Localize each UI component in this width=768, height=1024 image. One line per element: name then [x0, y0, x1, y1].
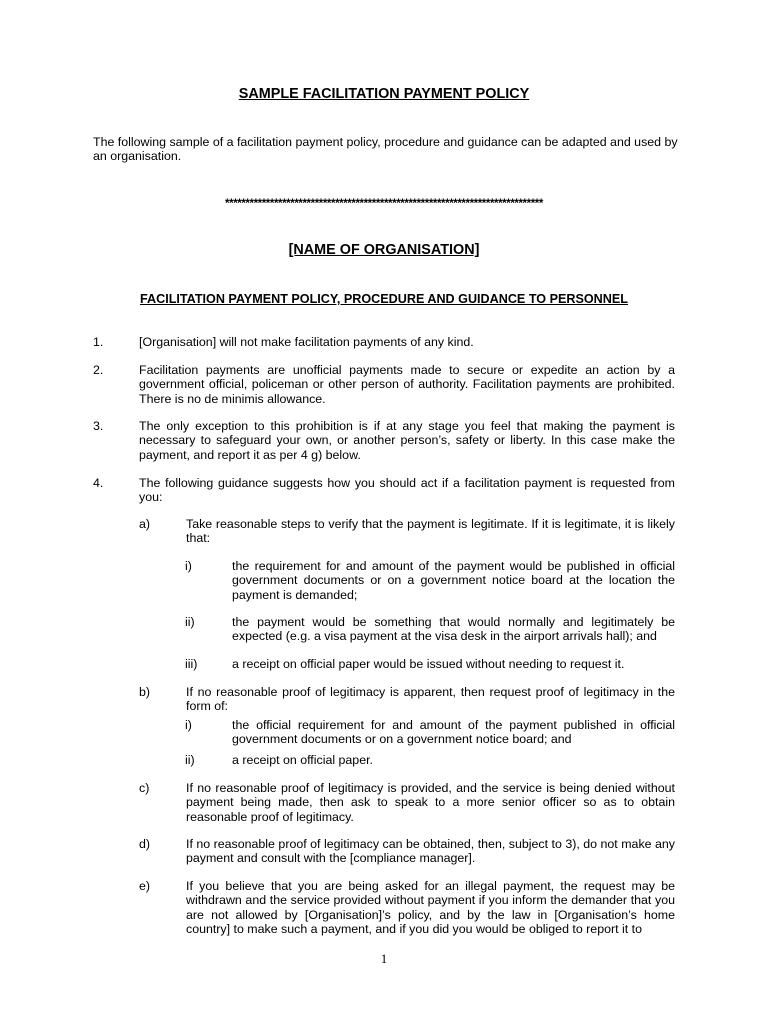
sub-sub-item-numeral: i) — [185, 718, 192, 732]
sub-item-letter: d) — [139, 837, 151, 851]
separator-line: ****************************************************************************** — [225, 198, 543, 210]
policy-subtitle: FACILITATION PAYMENT POLICY, PROCEDURE AND GUIDANCE TO PERSONNEL — [140, 292, 628, 306]
list-item-number: 4. — [93, 476, 104, 490]
sub-item-letter: c) — [139, 781, 150, 795]
page-number: 1 — [380, 951, 388, 966]
sub-sub-item-text: the requirement for and amount of the payment would be published in official government documents or on a government notice board at the location the payment is demanded; — [232, 559, 675, 602]
list-item-text: The following guidance suggests how you should act if a facilitation payment is requested from you: — [139, 476, 675, 505]
sub-sub-item-text: the payment would be something that would normally and legitimately be expected (e.g. a visa payment at the visa desk in the airport arrivals hall); and — [232, 615, 675, 644]
sub-sub-item-numeral: iii) — [185, 657, 198, 671]
sub-sub-item-text: the official requirement for and amount of the payment published in official government documents or on a government notice board; and — [232, 718, 675, 747]
sub-item-letter: e) — [139, 879, 151, 893]
sub-sub-item-text: a receipt on official paper. — [232, 753, 373, 767]
sub-item-letter: a) — [139, 517, 151, 531]
list-item-text: The only exception to this prohibition is if at any stage you feel that making the payment is necessary to safeguard your own, or another person’s, safety or liberty. In this case make the payment, and report it as per 4 g) below. — [139, 419, 675, 462]
sub-item-letter: b) — [139, 685, 151, 699]
sub-item-text: If you believe that you are being asked for an illegal payment, the request may be withdrawn and the service provided without payment if you inform the demander that you are not allowed by [Organisation]’s policy, and by the law in [Organisation’s home country] to make such a payment, and if you did you would be obliged to report it to — [186, 879, 675, 937]
sub-item-text: If no reasonable proof of legitimacy is apparent, then request proof of legitimacy in the form of: — [186, 685, 675, 714]
sub-item-text: Take reasonable steps to verify that the payment is legitimate. If it is legitimate, it is likely that: — [186, 517, 675, 546]
intro-paragraph: The following sample of a facilitation payment policy, procedure and guidance can be adapted and used by an organisation. — [93, 135, 678, 164]
list-item-text: [Organisation] will not make facilitation payments of any kind. — [139, 335, 474, 349]
document-title: SAMPLE FACILITATION PAYMENT POLICY — [238, 86, 530, 102]
list-item-number: 1. — [93, 335, 104, 349]
list-item-number: 2. — [93, 363, 104, 377]
sub-item-text: If no reasonable proof of legitimacy is provided, and the service is being denied without payment being made, then ask to speak to a more senior officer so as to obtain reasonable proof of legitimacy. — [186, 781, 675, 824]
organisation-name-heading: [NAME OF ORGANISATION] — [288, 242, 480, 258]
list-item-text: Facilitation payments are unofficial payments made to secure or expedite an action by a government official, policeman or other person of authority. Facilitation payments are prohibited. There is no de minimis allowance. — [139, 363, 675, 406]
sub-sub-item-numeral: ii) — [185, 615, 195, 629]
sub-sub-item-text: a receipt on official paper would be issued without needing to request it. — [232, 657, 625, 671]
list-item-number: 3. — [93, 419, 104, 433]
sub-item-text: If no reasonable proof of legitimacy can be obtained, then, subject to 3), do not make any payment and consult with the [compliance manager]. — [186, 837, 675, 866]
sub-sub-item-numeral: i) — [185, 559, 192, 573]
sub-sub-item-numeral: ii) — [185, 753, 195, 767]
